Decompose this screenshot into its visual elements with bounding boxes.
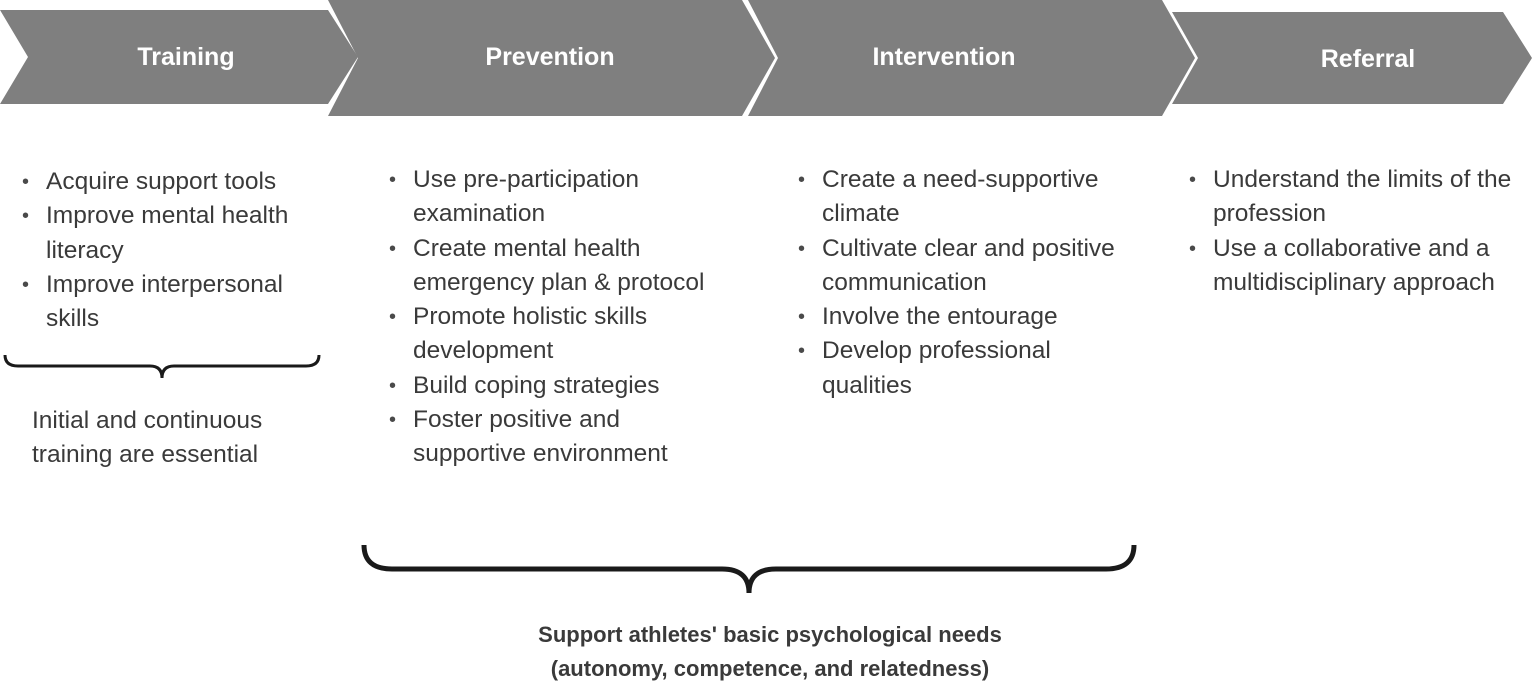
list-item: • Understand the limits of the profession [1189, 163, 1529, 232]
support-needs-note [300, 618, 1240, 686]
list-item: • Involve the entourage [798, 300, 1133, 334]
list-item: • Acquire support tools [22, 165, 332, 199]
step-label-intervention: Intervention [872, 43, 1016, 71]
training-note-line1: Initial and continuous [32, 407, 263, 434]
list-item: • Build coping strategies [389, 369, 709, 403]
step-label-referral: Referral [1320, 45, 1416, 73]
step-label-training: Training [137, 43, 235, 71]
step-label-prevention: Prevention [485, 43, 615, 71]
list-item: • Promote holistic skills development [389, 300, 709, 369]
list-item: • Improve mental health literacy [22, 199, 332, 268]
training-brace [5, 355, 319, 378]
list-item: • Cultivate clear and positive communication [798, 232, 1133, 301]
training-note [32, 404, 332, 472]
training-note-line2: training are essential [32, 441, 259, 468]
support-brace [364, 545, 1134, 593]
list-item: • Create a need-supportive climate [798, 163, 1133, 232]
support-needs-line2: (autonomy, competence, and relatedness) [550, 656, 990, 681]
list-item: • Improve interpersonal skills [22, 268, 332, 337]
list-item: • Use a collaborative and a multidisciplinary approach [1189, 232, 1529, 301]
list-item: • Foster positive and supportive environment [389, 403, 709, 472]
list-item: • Use pre-participation examination [389, 163, 709, 232]
support-needs-line1: Support athletes' basic psychological needs [538, 622, 1002, 647]
list-item: • Develop professional qualities [798, 334, 1133, 403]
list-item: • Create mental health emergency plan & protocol [389, 232, 709, 301]
